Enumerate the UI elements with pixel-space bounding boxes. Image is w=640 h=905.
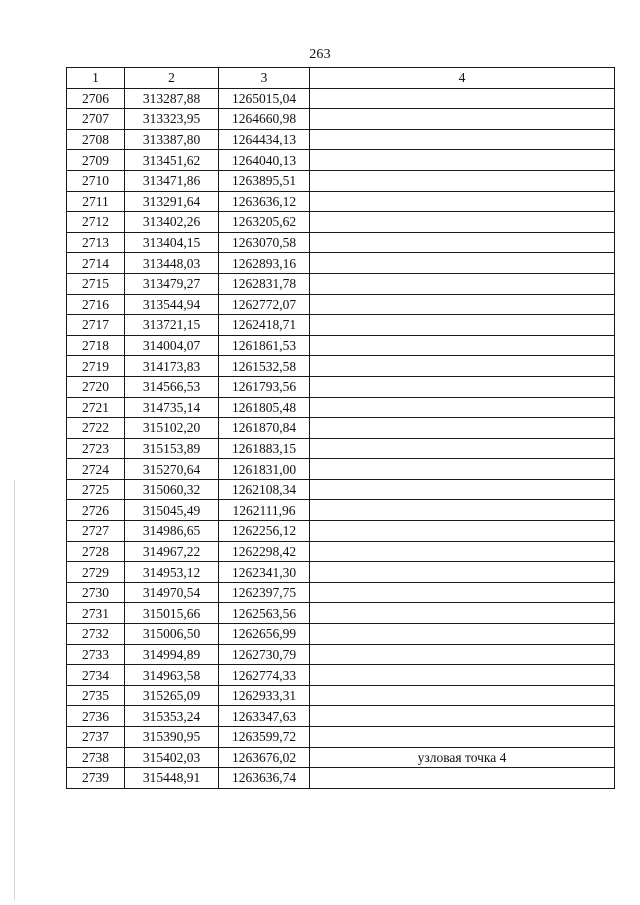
cell-point-number: 2739 <box>67 768 125 789</box>
cell-point-number: 2730 <box>67 582 125 603</box>
cell-point-number: 2720 <box>67 376 125 397</box>
cell-x: 313287,88 <box>125 88 219 109</box>
cell-y: 1262772,07 <box>219 294 310 315</box>
cell-x: 314004,07 <box>125 335 219 356</box>
table-row <box>67 294 615 315</box>
cell-x: 313387,80 <box>125 129 219 150</box>
table-row <box>67 459 615 480</box>
table-row <box>67 747 615 768</box>
cell-y: 1261870,84 <box>219 418 310 439</box>
table-row <box>67 624 615 645</box>
cell-x: 313721,15 <box>125 315 219 336</box>
cell-point-number: 2735 <box>67 685 125 706</box>
cell-x: 314173,83 <box>125 356 219 377</box>
cell-x: 315006,50 <box>125 624 219 645</box>
cell-y: 1263599,72 <box>219 727 310 748</box>
cell-x: 314566,53 <box>125 376 219 397</box>
cell-y: 1263205,62 <box>219 212 310 233</box>
cell-y: 1262831,78 <box>219 273 310 294</box>
cell-point-number: 2737 <box>67 727 125 748</box>
cell-x: 315270,64 <box>125 459 219 480</box>
cell-point-number: 2733 <box>67 644 125 665</box>
table-row <box>67 644 615 665</box>
table-row <box>67 129 615 150</box>
cell-y: 1265015,04 <box>219 88 310 109</box>
cell-y: 1262730,79 <box>219 644 310 665</box>
cell-note <box>310 294 615 315</box>
cell-point-number: 2711 <box>67 191 125 212</box>
table-row <box>67 727 615 748</box>
table-row <box>67 768 615 789</box>
cell-note <box>310 191 615 212</box>
table-row <box>67 170 615 191</box>
cell-x: 315102,20 <box>125 418 219 439</box>
cell-note <box>310 603 615 624</box>
cell-note <box>310 644 615 665</box>
cell-note <box>310 170 615 191</box>
cell-point-number: 2706 <box>67 88 125 109</box>
cell-point-number: 2734 <box>67 665 125 686</box>
cell-y: 1261883,15 <box>219 438 310 459</box>
cell-point-number: 2712 <box>67 212 125 233</box>
table-row <box>67 397 615 418</box>
cell-x: 314994,89 <box>125 644 219 665</box>
cell-y: 1263636,74 <box>219 768 310 789</box>
cell-y: 1261793,56 <box>219 376 310 397</box>
cell-note <box>310 88 615 109</box>
cell-point-number: 2724 <box>67 459 125 480</box>
table-row <box>67 706 615 727</box>
cell-note <box>310 541 615 562</box>
cell-note <box>310 212 615 233</box>
cell-y: 1263636,12 <box>219 191 310 212</box>
page-number: 263 <box>309 47 331 62</box>
scan-edge-line <box>14 480 15 900</box>
cell-note <box>310 376 615 397</box>
cell-y: 1262111,96 <box>219 500 310 521</box>
table-row <box>67 418 615 439</box>
cell-x: 314735,14 <box>125 397 219 418</box>
cell-note <box>310 459 615 480</box>
table-row <box>67 356 615 377</box>
table-row <box>67 685 615 706</box>
cell-note <box>310 521 615 542</box>
cell-x: 315265,09 <box>125 685 219 706</box>
cell-point-number: 2723 <box>67 438 125 459</box>
cell-point-number: 2731 <box>67 603 125 624</box>
cell-x: 315402,03 <box>125 747 219 768</box>
cell-note <box>310 562 615 583</box>
cell-point-number: 2722 <box>67 418 125 439</box>
cell-point-number: 2714 <box>67 253 125 274</box>
cell-x: 313402,26 <box>125 212 219 233</box>
cell-y: 1262418,71 <box>219 315 310 336</box>
cell-x: 313544,94 <box>125 294 219 315</box>
table-row <box>67 500 615 521</box>
cell-point-number: 2725 <box>67 479 125 500</box>
table-row <box>67 273 615 294</box>
cell-note <box>310 479 615 500</box>
cell-note <box>310 665 615 686</box>
cell-point-number: 2713 <box>67 232 125 253</box>
cell-note <box>310 706 615 727</box>
cell-y: 1262341,30 <box>219 562 310 583</box>
table-row <box>67 212 615 233</box>
cell-point-number: 2717 <box>67 315 125 336</box>
header-cell-note: 4 <box>310 68 615 89</box>
table-row <box>67 150 615 171</box>
cell-point-number: 2721 <box>67 397 125 418</box>
cell-y: 1263070,58 <box>219 232 310 253</box>
cell-note <box>310 397 615 418</box>
cell-y: 1261805,48 <box>219 397 310 418</box>
cell-y: 1261532,58 <box>219 356 310 377</box>
table-row <box>67 315 615 336</box>
table-body <box>67 88 615 788</box>
cell-y: 1261831,00 <box>219 459 310 480</box>
cell-x: 315353,24 <box>125 706 219 727</box>
cell-y: 1262656,99 <box>219 624 310 645</box>
cell-y: 1262108,34 <box>219 479 310 500</box>
table-row <box>67 88 615 109</box>
cell-note <box>310 150 615 171</box>
cell-point-number: 2716 <box>67 294 125 315</box>
table-row <box>67 232 615 253</box>
table-header <box>67 68 615 89</box>
cell-x: 313451,62 <box>125 150 219 171</box>
cell-x: 313471,86 <box>125 170 219 191</box>
cell-note <box>310 438 615 459</box>
cell-x: 313323,95 <box>125 109 219 130</box>
table-row <box>67 521 615 542</box>
cell-x: 313479,27 <box>125 273 219 294</box>
cell-y: 1262397,75 <box>219 582 310 603</box>
cell-note <box>310 685 615 706</box>
cell-x: 315060,32 <box>125 479 219 500</box>
cell-point-number: 2708 <box>67 129 125 150</box>
table-row <box>67 479 615 500</box>
table-row <box>67 582 615 603</box>
cell-note <box>310 418 615 439</box>
cell-x: 313448,03 <box>125 253 219 274</box>
table-row <box>67 541 615 562</box>
cell-x: 315448,91 <box>125 768 219 789</box>
cell-x: 315015,66 <box>125 603 219 624</box>
cell-y: 1263347,63 <box>219 706 310 727</box>
header-cell-point-number: 1 <box>67 68 125 89</box>
cell-note <box>310 582 615 603</box>
cell-y: 1264040,13 <box>219 150 310 171</box>
cell-note <box>310 273 615 294</box>
cell-point-number: 2715 <box>67 273 125 294</box>
cell-note <box>310 624 615 645</box>
cell-x: 314970,54 <box>125 582 219 603</box>
cell-note <box>310 356 615 377</box>
cell-y: 1262256,12 <box>219 521 310 542</box>
cell-point-number: 2738 <box>67 747 125 768</box>
cell-note <box>310 500 615 521</box>
table-row <box>67 665 615 686</box>
cell-point-number: 2736 <box>67 706 125 727</box>
table-row <box>67 253 615 274</box>
cell-note <box>310 768 615 789</box>
cell-x: 315390,95 <box>125 727 219 748</box>
cell-y: 1261861,53 <box>219 335 310 356</box>
cell-note <box>310 129 615 150</box>
cell-x: 314953,12 <box>125 562 219 583</box>
cell-y: 1263895,51 <box>219 170 310 191</box>
table-row <box>67 562 615 583</box>
cell-x: 314986,65 <box>125 521 219 542</box>
cell-point-number: 2726 <box>67 500 125 521</box>
header-cell-x: 2 <box>125 68 219 89</box>
cell-point-number: 2710 <box>67 170 125 191</box>
cell-y: 1263676,02 <box>219 747 310 768</box>
cell-note <box>310 253 615 274</box>
cell-x: 313404,15 <box>125 232 219 253</box>
table-row <box>67 603 615 624</box>
table-row <box>67 109 615 130</box>
cell-x: 315153,89 <box>125 438 219 459</box>
table-row <box>67 376 615 397</box>
table-row <box>67 335 615 356</box>
cell-point-number: 2719 <box>67 356 125 377</box>
cell-x: 313291,64 <box>125 191 219 212</box>
cell-y: 1264660,98 <box>219 109 310 130</box>
cell-y: 1262774,33 <box>219 665 310 686</box>
cell-note <box>310 232 615 253</box>
cell-y: 1262563,56 <box>219 603 310 624</box>
cell-note <box>310 727 615 748</box>
cell-point-number: 2729 <box>67 562 125 583</box>
cell-y: 1262933,31 <box>219 685 310 706</box>
cell-x: 314963,58 <box>125 665 219 686</box>
cell-y: 1262298,42 <box>219 541 310 562</box>
cell-note: узловая точка 4 <box>310 747 615 768</box>
cell-point-number: 2732 <box>67 624 125 645</box>
header-row <box>67 68 615 89</box>
cell-note <box>310 109 615 130</box>
table-row <box>67 438 615 459</box>
table-row <box>67 191 615 212</box>
cell-x: 314967,22 <box>125 541 219 562</box>
cell-note <box>310 335 615 356</box>
cell-x: 315045,49 <box>125 500 219 521</box>
coordinates-table <box>66 67 615 789</box>
cell-note <box>310 315 615 336</box>
cell-point-number: 2707 <box>67 109 125 130</box>
cell-point-number: 2718 <box>67 335 125 356</box>
cell-point-number: 2709 <box>67 150 125 171</box>
cell-point-number: 2727 <box>67 521 125 542</box>
cell-y: 1262893,16 <box>219 253 310 274</box>
header-cell-y: 3 <box>219 68 310 89</box>
cell-y: 1264434,13 <box>219 129 310 150</box>
cell-point-number: 2728 <box>67 541 125 562</box>
